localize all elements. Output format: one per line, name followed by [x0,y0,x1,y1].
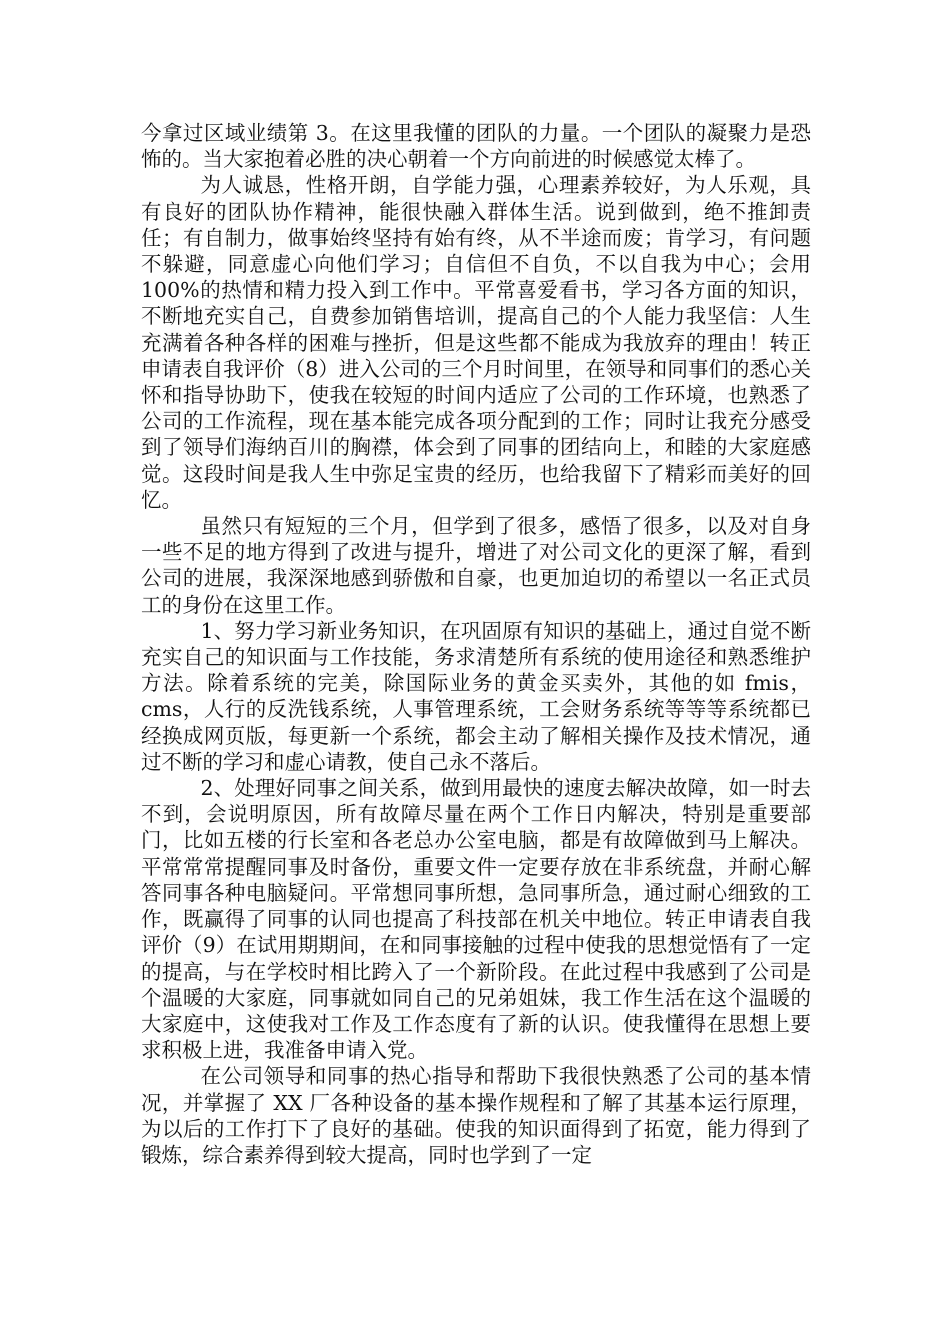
paragraph-6: 在公司领导和同事的热心指导和帮助下我很快熟悉了公司的基本情况，并掌握了 XX 厂各种设备的基本操作规程和了解了其基本运行原理，为以后的工作打下了良好的基础。使我的知识面得到了拓宽，能力得到了锻炼，综合素养得到较大提高，同时也学到了一定 [141,1064,811,1167]
paragraph-3: 虽然只有短短的三个月，但学到了很多，感悟了很多，以及对自身一些不足的地方得到了改进与提升，增进了对公司文化的更深了解，看到公司的进展，我深深地感到骄傲和自豪，也更加迫切的希望以一名正式员工的身份在这里工作。 [141,514,811,617]
paragraph-2: 为人诚恳，性格开朗，自学能力强，心理素养较好，为人乐观，具有良好的团队协作精神，能很快融入群体生活。说到做到，绝不推卸责任；有自制力，做事始终坚持有始有终，从不半途而废；肯学习，有问题不躲避，同意虚心向他们学习；自信但不自负，不以自我为中心；会用 100%的热情和精力投入到工作中。平常喜爱看书，学习各方面的知识，不断地充实自己，自费参加销售培训，提高自己的个人能力我坚信：人生充满着各种各样的困难与挫折，但是这些都不能成为我放弃的理由！转正申请表自我评价（8）进入公司的三个月时间里，在领导和同事们的悉心关怀和指导协助下，使我在较短的时间内适应了公司的工作环境，也熟悉了公司的工作流程，现在基本能完成各项分配到的工作；同时让我充分感受到了领导们海纳百川的胸襟，体会到了同事的团结向上，和睦的大家庭感觉。这段时间是我人生中弥足宝贵的经历，也给我留下了精彩而美好的回忆。 [141,173,818,512]
paragraph-5: 2、处理好同事之间关系，做到用最快的速度去解决故障，如一时去不到，会说明原因，所有故障尽量在两个工作日内解决，特别是重要部门，比如五楼的行长室和各老总办公室电脑，都是有故障做到马上解决。平常常常提醒同事及时备份，重要文件一定要存放在非系统盘，并耐心解答同事各种电脑疑问。平常想同事所想，急同事所急，通过耐心细致的工作，既赢得了同事的认同也提高了科技部在机关中地位。转正申请表自我评价（9）在试用期期间，在和同事接触的过程中使我的思想觉悟有了一定的提高，与在学校时相比跨入了一个新阶段。在此过程中我感到了公司是个温暖的大家庭，同事就如同自己的兄弟姐妹，我工作生活在这个温暖的大家庭中，这使我对工作及工作态度有了新的认识。使我懂得在思想上要求积极上进，我准备申请入党。 [141,776,811,1063]
paragraph-1: 今拿过区域业绩第 3。在这里我懂的团队的力量。一个团队的凝聚力是恐怖的。当大家抱着必胜的决心朝着一个方向前进的时候感觉太棒了。 [141,121,811,172]
document-body [141,120,818,1168]
paragraph-4: 1、努力学习新业务知识，在巩固原有知识的基础上，通过自觉不断充实自己的知识面与工作技能，务求清楚所有系统的使用途径和熟悉维护方法。除着系统的完美，除国际业务的黄金买卖外，其他的如 fmis，cms，人行的反洗钱系统，人事管理系统，工会财务系统等等等系统都已经换成网页版，每更新一个系统，都会主动了解相关操作及技术情况，通过不断的学习和虚心请教，使自己永不落后。 [141,618,811,774]
